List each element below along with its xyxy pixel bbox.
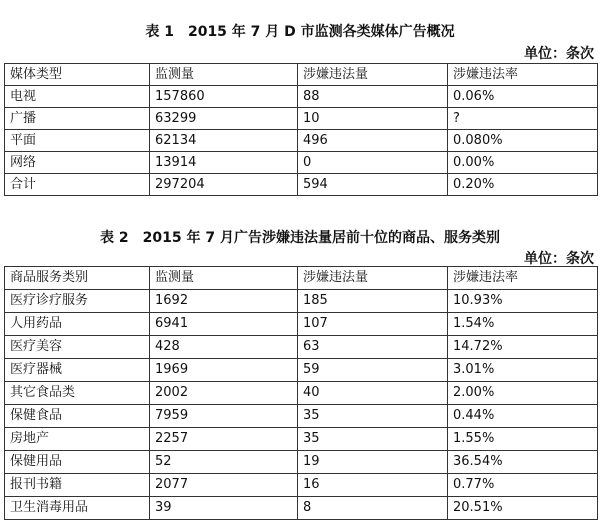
table-cell: 3.01% — [448, 359, 598, 382]
table-row — [5, 174, 598, 196]
table-row — [5, 313, 598, 336]
table-cell: 6941 — [150, 313, 298, 336]
table-row — [5, 451, 598, 474]
header-cell: 涉嫌违法率 — [448, 267, 598, 290]
table-cell: 2077 — [150, 474, 298, 497]
table-cell: 52 — [150, 451, 298, 474]
table-cell: 保健用品 — [5, 451, 150, 474]
table-row — [5, 474, 598, 497]
table-cell: 1.55% — [448, 428, 598, 451]
table-cell: 卫生消毒用品 — [5, 497, 150, 520]
table-cell: 297204 — [150, 174, 298, 196]
table-cell: 19 — [298, 451, 448, 474]
table-cell: 10 — [298, 108, 448, 130]
table-cell: 1692 — [150, 290, 298, 313]
table-cell: 医疗诊疗服务 — [5, 290, 150, 313]
table-cell: 59 — [298, 359, 448, 382]
table-cell: 40 — [298, 382, 448, 405]
table-row — [5, 108, 598, 130]
table-cell: 0 — [298, 152, 448, 174]
table-cell: 16 — [298, 474, 448, 497]
table1-title: 表 1 2015 年 7 月 D 市监测各类媒体广告概况 — [145, 24, 455, 40]
table-cell: 35 — [298, 405, 448, 428]
table-cell: 医疗美容 — [5, 336, 150, 359]
table-row — [5, 359, 598, 382]
table1-unit: 单位：条次 — [524, 46, 594, 62]
table-cell: 2257 — [150, 428, 298, 451]
table-cell: 63 — [298, 336, 448, 359]
table-row — [5, 497, 598, 520]
table-row — [5, 130, 598, 152]
table-cell: 电视 — [5, 86, 150, 108]
table-cell: 107 — [298, 313, 448, 336]
table-cell: 2002 — [150, 382, 298, 405]
table2-unit: 单位：条次 — [524, 251, 594, 267]
table-row — [5, 428, 598, 451]
table-cell: 2.00% — [448, 382, 598, 405]
table-cell: 39 — [150, 497, 298, 520]
table-row — [5, 290, 598, 313]
table-cell: ? — [448, 108, 598, 130]
table-cell: 1.54% — [448, 313, 598, 336]
table-cell: 496 — [298, 130, 448, 152]
table-header-row — [5, 64, 598, 86]
table-cell: 保健食品 — [5, 405, 150, 428]
table-cell: 人用药品 — [5, 313, 150, 336]
table-row — [5, 336, 598, 359]
table-cell: 88 — [298, 86, 448, 108]
table-cell: 0.44% — [448, 405, 598, 428]
table-cell: 594 — [298, 174, 448, 196]
table-cell: 14.72% — [448, 336, 598, 359]
table-cell: 房地产 — [5, 428, 150, 451]
header-cell: 涉嫌违法量 — [298, 267, 448, 290]
table-cell: 0.00% — [448, 152, 598, 174]
header-cell: 媒体类型 — [5, 64, 150, 86]
table-cell: 网络 — [5, 152, 150, 174]
table-cell: 0.20% — [448, 174, 598, 196]
table-cell: 20.51% — [448, 497, 598, 520]
table-cell: 35 — [298, 428, 448, 451]
table-cell: 合计 — [5, 174, 150, 196]
table-cell: 10.93% — [448, 290, 598, 313]
table-cell: 63299 — [150, 108, 298, 130]
table-cell: 7959 — [150, 405, 298, 428]
table-cell: 157860 — [150, 86, 298, 108]
header-cell: 监测量 — [150, 267, 298, 290]
header-cell: 监测量 — [150, 64, 298, 86]
category-ranking-table — [4, 266, 598, 520]
table-cell: 0.77% — [448, 474, 598, 497]
table-cell: 185 — [298, 290, 448, 313]
media-overview-table — [4, 63, 598, 196]
table-cell: 8 — [298, 497, 448, 520]
table-cell: 广播 — [5, 108, 150, 130]
table-header-row — [5, 267, 598, 290]
table-row — [5, 405, 598, 428]
table-cell: 医疗器械 — [5, 359, 150, 382]
table-cell: 1969 — [150, 359, 298, 382]
table-cell: 报刊书籍 — [5, 474, 150, 497]
table-cell: 其它食品类 — [5, 382, 150, 405]
header-cell: 涉嫌违法量 — [298, 64, 448, 86]
table-row — [5, 152, 598, 174]
table-cell: 平面 — [5, 130, 150, 152]
header-cell: 涉嫌违法率 — [448, 64, 598, 86]
header-cell: 商品服务类别 — [5, 267, 150, 290]
table-cell: 428 — [150, 336, 298, 359]
table-cell: 13914 — [150, 152, 298, 174]
table-cell: 36.54% — [448, 451, 598, 474]
table-row — [5, 382, 598, 405]
table-cell: 0.080% — [448, 130, 598, 152]
table-cell: 0.06% — [448, 86, 598, 108]
table-cell: 62134 — [150, 130, 298, 152]
table2-title: 表 2 2015 年 7 月广告涉嫌违法量居前十位的商品、服务类别 — [100, 230, 500, 246]
table-row — [5, 86, 598, 108]
